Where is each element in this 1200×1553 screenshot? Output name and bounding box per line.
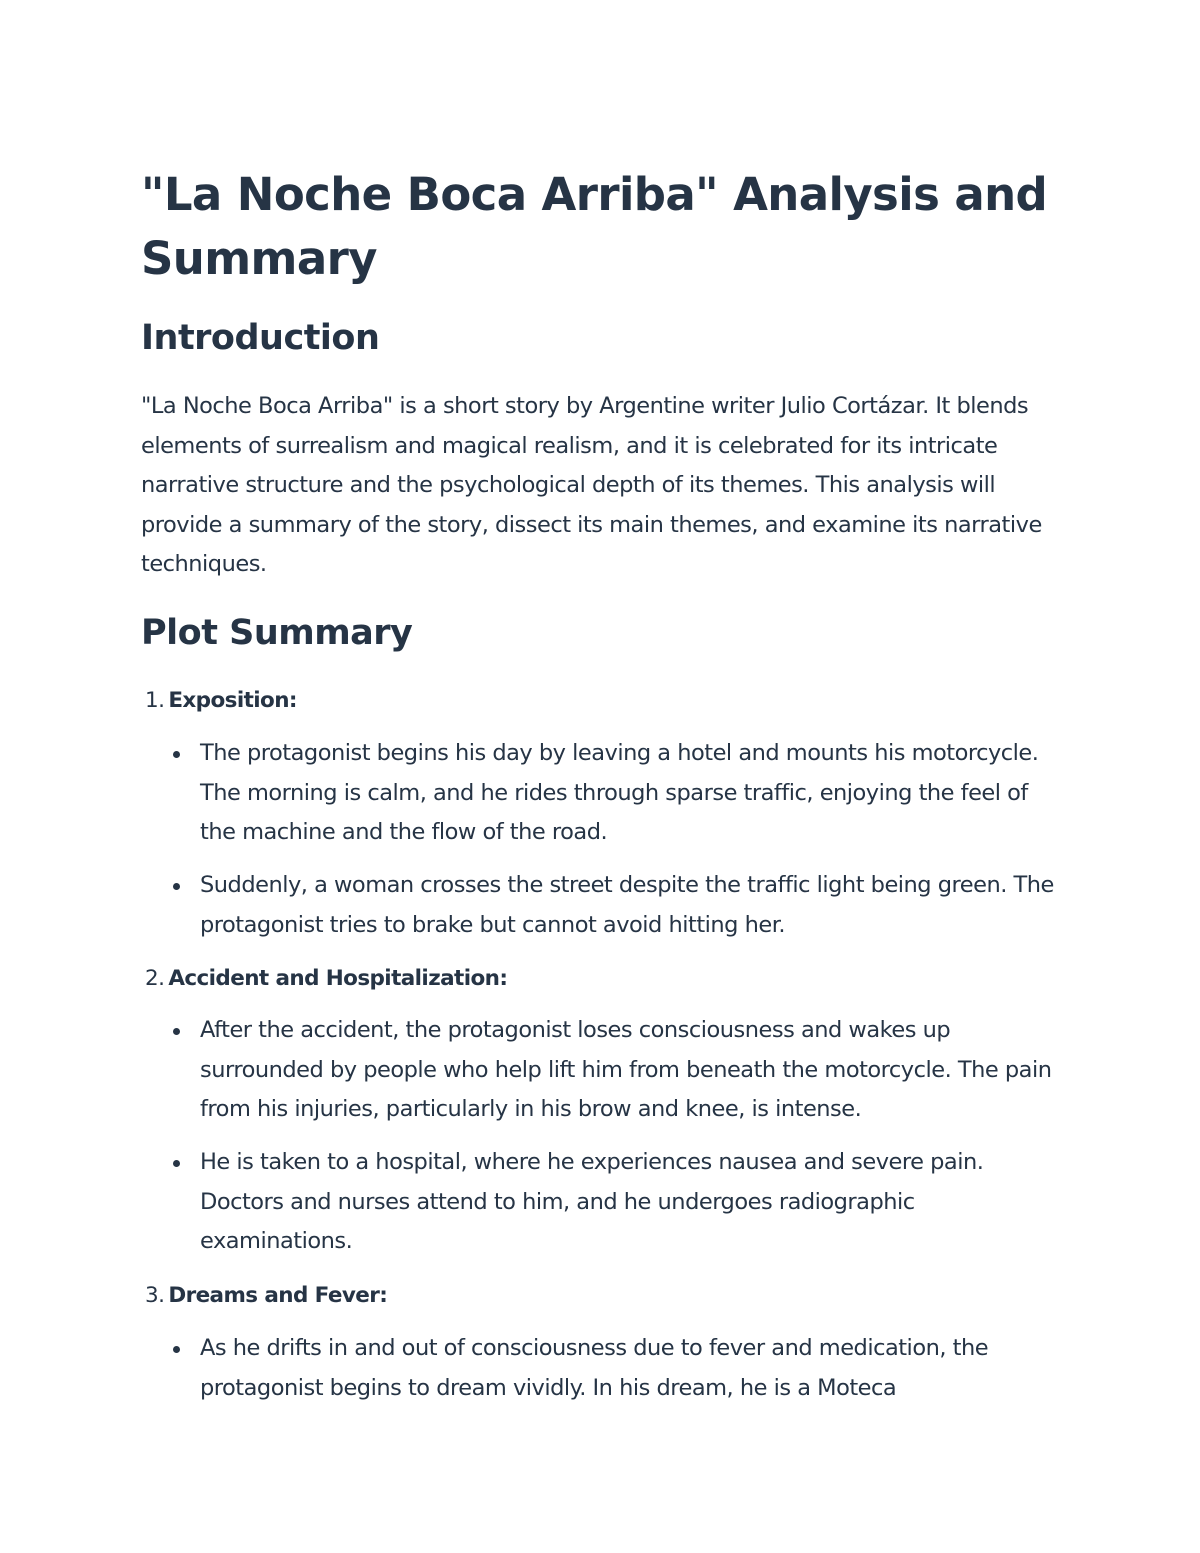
list-label: Exposition:	[168, 688, 297, 713]
bullet-dot-icon	[173, 751, 180, 758]
bullet-item	[200, 1143, 1066, 1262]
list-number: 2.	[145, 966, 165, 991]
bullet-text: He is taken to a hospital, where he experiences nausea and severe pain. Doctors and nurses attend to him, and he undergoes radiographic examinations.	[200, 1149, 984, 1254]
bullet-item	[200, 1011, 1066, 1130]
bullet-text: The protagonist begins his day by leaving a hotel and mounts his motorcycle. The morning is calm, and he rides through sparse traffic, enjoying the feel of the machine and the flow of the road.	[200, 740, 1039, 845]
list-item-heading-exposition	[145, 686, 297, 716]
bullet-dot-icon	[173, 1346, 180, 1353]
bullet-dot-icon	[173, 1028, 180, 1035]
bullet-dot-icon	[173, 883, 180, 890]
bullet-item	[200, 1329, 1066, 1408]
bullet-text: After the accident, the protagonist loses consciousness and wakes up surrounded by people who help lift him from beneath the motorcycle. The pain from his injuries, particularly in his brow and knee, is intense.	[200, 1017, 1052, 1122]
bullet-text: As he drifts in and out of consciousness due to fever and medication, the protagonist begins to dream vividly. In his dream, he is a Moteca	[200, 1335, 989, 1401]
list-label: Dreams and Fever:	[168, 1283, 388, 1308]
introduction-paragraph: "La Noche Boca Arriba" is a short story by Argentine writer Julio Cortázar. It blends elements of surrealism and magical realism, and it is celebrated for its intricate narrative structure and the psychological depth of its themes. This analysis will provide a summary of the story, dissect its main themes, and examine its narrative techniques.	[141, 393, 1042, 577]
list-item-heading-dreams	[145, 1281, 387, 1311]
section-heading-plot-summary: Plot Summary	[141, 613, 413, 653]
bullet-item	[200, 866, 1066, 945]
list-item-heading-accident	[145, 964, 507, 994]
bullet-dot-icon	[173, 1160, 180, 1167]
document-title: "La Noche Boca Arriba" Analysis and Summary	[141, 168, 1048, 285]
list-number: 3.	[145, 1283, 165, 1308]
list-number: 1.	[145, 688, 165, 713]
list-label: Accident and Hospitalization:	[168, 966, 508, 991]
section-heading-introduction: Introduction	[141, 318, 380, 358]
bullet-item	[200, 734, 1066, 853]
bullet-text: Suddenly, a woman crosses the street despite the traffic light being green. The protagonist tries to brake but cannot avoid hitting her.	[200, 872, 1054, 938]
